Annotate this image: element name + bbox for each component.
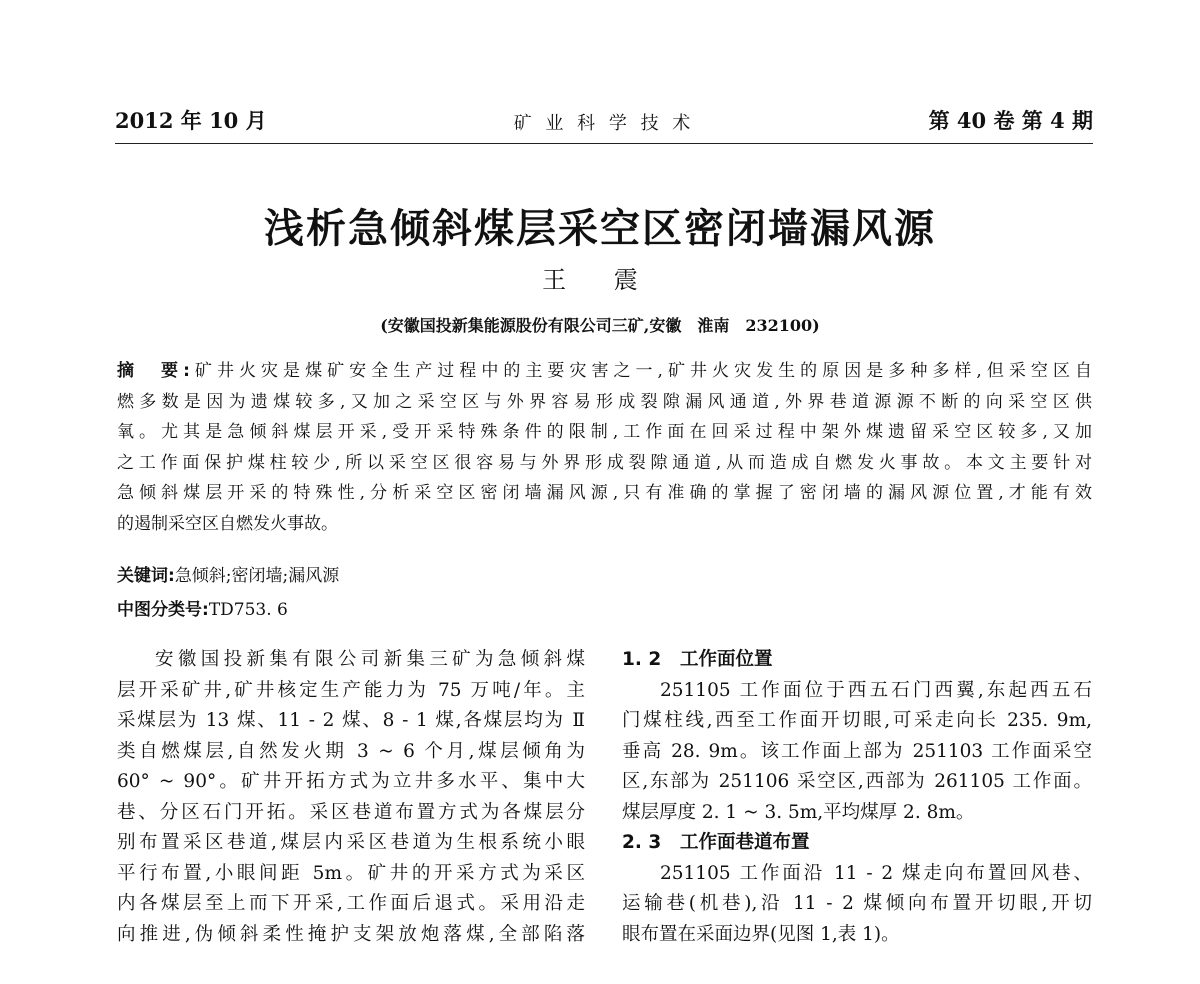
paragraph-line: 平行布置,小眼间距 5m。矿井的开采方式为采区 — [117, 862, 585, 884]
issue-date: 2012 年 10 月 — [115, 108, 267, 133]
abstract-line: 之工作面保护煤柱较少,所以采空区很容易与外界形成裂隙通道,从而造成自燃发火事故。本文主要针对 — [117, 452, 1092, 473]
abstract — [117, 356, 1092, 539]
abstract-line: 摘 要:矿井火灾是煤矿安全生产过程中的主要灾害之一,矿井火灾发生的原因是多种多样,但采空区自 — [117, 361, 1092, 381]
paragraph-line: 巷、分区石门开拓。采区巷道布置方式为各煤层分 — [117, 801, 585, 823]
volume-issue: 第 40 卷 第 4 期 — [928, 108, 1093, 133]
keywords-label: 关键词: — [117, 566, 175, 586]
paragraph-line: 垂高 28. 9m。该工作面上部为 251103 工作面采空 — [622, 740, 1092, 762]
author-name: 王 震 — [542, 266, 658, 294]
section-title: 工作面巷道布置 — [680, 832, 810, 853]
running-header — [115, 105, 1093, 144]
abstract-line: 急倾斜煤层开采的特殊性,分析采空区密闭墙漏风源,只有准确的掌握了密闭墙的漏风源位置,才能有效 — [117, 483, 1092, 503]
author-affiliation: (安徽国投新集能源股份有限公司三矿,安徽 淮南 232100) — [380, 316, 820, 335]
abstract-line: 氧。尤其是急倾斜煤层开采,受开采特殊条件的限制,工作面在回采过程中架外煤遗留采空区较多,又加 — [117, 422, 1092, 442]
abstract-line: 燃多数是因为遗煤较多,又加之采空区与外界容易形成裂隙漏风通道,外界巷道源源不断的向采空区供 — [117, 391, 1092, 412]
abstract-line: 的遏制采空区自燃发火事故。 — [117, 513, 338, 534]
paragraph-line: 别布置采区巷道,煤层内采区巷道为生根系统小眼 — [117, 832, 585, 853]
article-title: 浅析急倾斜煤层采空区密闭墙漏风源 — [264, 205, 936, 252]
paragraph-line: 采煤层为 13 煤、11 - 2 煤、8 - 1 煤,各煤层均为 Ⅱ — [117, 710, 585, 731]
paragraph-line: 内各煤层至上而下开采,工作面后退式。采用沿走 — [117, 893, 585, 914]
section-number: 2. 3 — [622, 832, 662, 853]
body-left-column — [117, 645, 585, 950]
paragraph-line: 251105 工作面沿 11 - 2 煤走向布置回风巷、 — [660, 862, 1092, 884]
classification-number — [117, 595, 288, 620]
clc-value: TD753. 6 — [208, 600, 288, 620]
paragraph-line: 眼布置在采面边界(见图 1,表 1)。 — [622, 923, 900, 945]
section-heading — [622, 645, 1092, 676]
paragraph-line: 60° ~ 90°。矿井开拓方式为立井多水平、集中大 — [117, 771, 585, 792]
section-heading — [622, 828, 1092, 859]
paragraph-line: 安徽国投新集有限公司新集三矿为急倾斜煤 — [155, 649, 585, 670]
journal-name: 矿 业 科 学 技 术 — [513, 113, 695, 134]
paragraph-line: 向推进,伪倾斜柔性掩护支架放炮落煤,全部陷落 — [117, 923, 585, 945]
section-number: 1. 2 — [622, 649, 662, 670]
body-right-column — [622, 645, 1092, 950]
keywords — [117, 561, 339, 586]
paragraph-line: 门煤柱线,西至工作面开切眼,可采走向长 235. 9m, — [622, 710, 1092, 731]
clc-label: 中图分类号: — [117, 600, 209, 620]
paragraph-line: 251105 工作面位于西五石门西翼,东起西五石 — [660, 679, 1092, 701]
keywords-value: 急倾斜;密闭墙;漏风源 — [174, 566, 340, 586]
paragraph-line: 层开采矿井,矿井核定生产能力为 75 万吨/年。主 — [117, 679, 585, 701]
paragraph-line: 运输巷(机巷),沿 11 - 2 煤倾向布置开切眼,开切 — [622, 893, 1092, 914]
paragraph-line: 区,东部为 251106 采空区,西部为 261105 工作面。 — [622, 771, 1092, 792]
section-title: 工作面位置 — [680, 649, 773, 670]
paragraph-line: 煤层厚度 2. 1 ~ 3. 5m,平均煤厚 2. 8m。 — [622, 801, 975, 823]
abstract-label: 摘 要: — [117, 361, 190, 381]
paragraph-line: 类自燃煤层,自然发火期 3 ~ 6 个月,煤层倾角为 — [117, 740, 585, 762]
